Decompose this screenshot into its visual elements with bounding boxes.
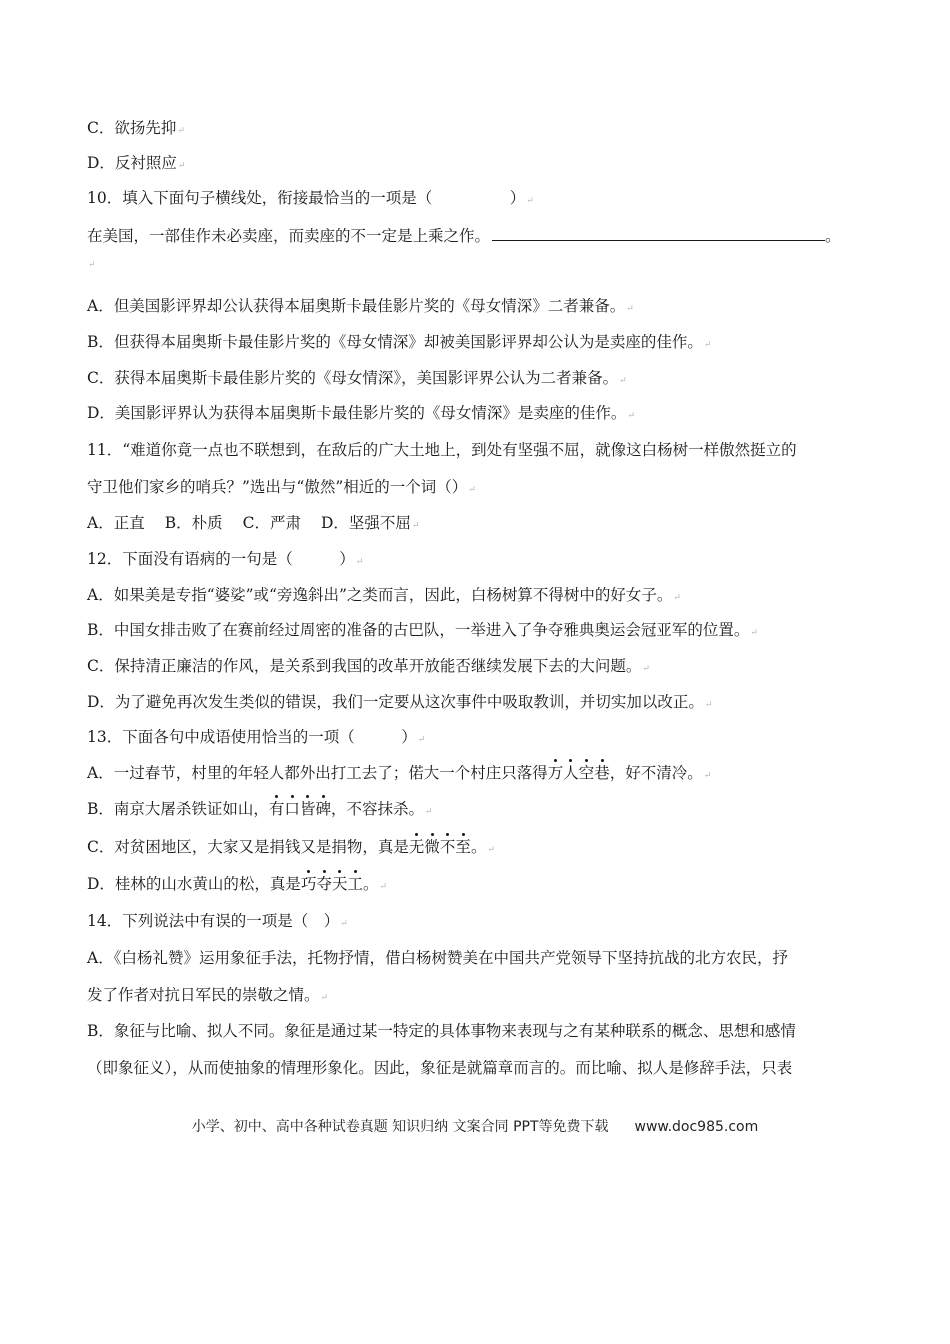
question-14-option-a <box>87 948 788 968</box>
option-c: C．严肃 <box>242 514 301 532</box>
question-text: 12．下面没有语病的一句是（ ） <box>87 550 355 568</box>
page-footer <box>0 1116 950 1136</box>
option-text-tail: 。 <box>470 838 487 856</box>
option-text: D．美国影评界认为获得本届奥斯卡最佳影片奖的《母女情深》是卖座的佳作。 <box>87 404 627 422</box>
option-text-tail: ，不容抹杀。 <box>330 800 424 818</box>
footer-text: 小学、初中、高中各种试卷真题 知识归纳 文案合同 PPT等免费下载 <box>191 1119 609 1135</box>
option-text: D．桂林的山水黄山的松，真是 <box>87 875 301 893</box>
sentence-end: 。 <box>825 227 841 245</box>
question-14-option-b-continued <box>87 1058 792 1078</box>
line-text: D．反衬照应 <box>87 154 177 172</box>
question-14: 14．下列说法中有误的一项是（ ）↵ <box>87 912 348 930</box>
question-12-option-c: C．保持清正廉洁的作风，是关系到我国的改革开放能否继续发展下去的大问题。↵ <box>87 657 650 675</box>
option-text: B．南京大屠杀铁证如山， <box>87 800 269 818</box>
emphasized-char: 皆 <box>299 800 316 818</box>
question-10-option-d: D．美国影评界认为获得本届奥斯卡最佳影片奖的《母女情深》是卖座的佳作。↵ <box>87 404 635 422</box>
emphasized-char: 碑 <box>315 800 331 818</box>
question-10-sentence <box>87 224 841 246</box>
emphasized-char: 至 <box>455 838 471 856</box>
option-b: B．朴质 <box>164 514 223 532</box>
question-13: 13．下面各句中成语使用恰当的一项（ ）↵ <box>87 728 426 746</box>
option-text: A．一过春节，村里的年轻人都外出打工去了；偌大一个村庄只落得 <box>87 764 548 782</box>
option-text: C．保持清正廉洁的作风，是关系到我国的改革开放能否继续发展下去的大问题。 <box>87 657 642 675</box>
emphasized-char: 工 <box>347 875 363 893</box>
emphasized-char: 巷 <box>594 764 610 782</box>
question-10-option-b: B．但获得本届奥斯卡最佳影片奖的《母女情深》却被美国影评界却公认为是卖座的佳作。↵ <box>87 333 712 351</box>
sentence-text: 在美国，一部佳作未必卖座，而卖座的不一定是上乘之作。 <box>87 227 491 245</box>
line-text: C．欲扬先抑 <box>87 119 177 137</box>
option-text: B．中国女排击败了在赛前经过周密的准备的古巴队，一举进入了争夺雅典奥运会冠亚军的位置。 <box>87 621 750 639</box>
question-text: 10．填入下面句子横线处，衔接最恰当的一项是（ ） <box>87 189 526 207</box>
emphasized-char: 万 <box>547 764 564 782</box>
option-text: C．对贫困地区，大家又是捐钱又是捐物，真是 <box>87 838 409 856</box>
question-10: 10．填入下面句子横线处，衔接最恰当的一项是（ ）↵ <box>87 189 534 207</box>
option-text-tail: 。 <box>363 875 379 893</box>
question-14-option-b <box>87 1021 796 1041</box>
emphasized-char: 口 <box>284 800 300 818</box>
option-d-line: D．反衬照应↵ <box>87 154 186 172</box>
option-text: D．为了避免再次发生类似的错误，我们一定要从这次事件中吸取教训，并切实加以改正。 <box>87 693 704 711</box>
question-14-option-a-continued: 发了作者对抗日军民的崇敬之情。↵ <box>87 986 329 1004</box>
emphasized-char: 夺 <box>316 875 332 893</box>
option-text: A．如果美是专指“婆娑”或“旁逸斜出”之类而言，因此，白杨树算不得树中的好女子。 <box>87 586 673 604</box>
option-text: A．但美国影评界却公认获得本届奥斯卡最佳影片奖的《母女情深》二者兼备。 <box>87 297 626 315</box>
question-text: 13．下面各句中成语使用恰当的一项（ ） <box>87 728 417 746</box>
footer-url[interactable]: www.doc985.com <box>634 1119 759 1135</box>
question-10-option-c: C．获得本届奥斯卡最佳影片奖的《母女情深》，美国影评界公认为二者兼备。↵ <box>87 369 627 387</box>
emphasized-char: 有 <box>268 800 285 818</box>
question-13-option-d: D．桂林的山水黄山的松，真是巧夺天工。↵ <box>87 875 388 893</box>
emphasized-char: 天 <box>331 875 348 893</box>
option-text: B．象征与比喻、拟人不同。象征是通过某一特定的具体事物来表现与之有某种联系的概念、思想和感情 <box>87 1022 796 1040</box>
question-text: 11．“难道你竟一点也不联想到，在敌后的广大土地上，到处有坚强不屈，就像这白杨树一样傲然挺立的 <box>87 441 797 459</box>
question-11 <box>87 440 797 460</box>
question-10-option-a: A．但美国影评界却公认获得本届奥斯卡最佳影片奖的《母女情深》二者兼备。↵ <box>87 297 634 315</box>
question-text: 14．下列说法中有误的一项是（ ） <box>87 912 340 930</box>
question-13-option-b: B．南京大屠杀铁证如山，有口皆碑，不容抹杀。↵ <box>87 800 433 818</box>
question-11-options: A．正直 B．朴质 C．严肃 D．坚强不屈↵ <box>87 514 420 532</box>
question-12-option-a: A．如果美是专指“婆娑”或“旁逸斜出”之类而言，因此，白杨树算不得树中的好女子。↵ <box>87 586 681 604</box>
paragraph-mark-line: ↵ <box>88 260 96 270</box>
emphasized-char: 空 <box>578 764 595 782</box>
question-13-option-a: A．一过春节，村里的年轻人都外出打工去了；偌大一个村庄只落得万人空巷，好不清冷。↵ <box>87 764 712 782</box>
emphasized-char: 微 <box>424 838 440 856</box>
question-12-option-d: D．为了避免再次发生类似的错误，我们一定要从这次事件中吸取教训，并切实加以改正。↵ <box>87 693 713 711</box>
option-text-tail: ，好不清冷。 <box>609 764 703 782</box>
option-text: 发了作者对抗日军民的崇敬之情。 <box>87 986 320 1004</box>
option-c-line: C．欲扬先抑↵ <box>87 119 185 137</box>
question-text: 守卫他们家乡的哨兵？”选出与“傲然”相近的一个词（） <box>87 478 468 496</box>
option-text: B．但获得本届奥斯卡最佳影片奖的《母女情深》却被美国影评界却公认为是卖座的佳作。 <box>87 333 703 351</box>
option-d: D．坚强不屈 <box>320 514 411 532</box>
fill-in-blank <box>492 224 825 241</box>
emphasized-char: 巧 <box>300 875 317 893</box>
emphasized-char: 不 <box>439 838 456 856</box>
option-text: C．获得本届奥斯卡最佳影片奖的《母女情深》，美国影评界公认为二者兼备。 <box>87 369 619 387</box>
question-12-option-b: B．中国女排击败了在赛前经过周密的准备的古巴队，一举进入了争夺雅典奥运会冠亚军的位置。↵ <box>87 621 758 639</box>
option-text: （即象征义），从而使抽象的情理形象化。因此，象征是就篇章而言的。而比喻、拟人是修辞手法，只表 <box>87 1059 793 1077</box>
question-12: 12．下面没有语病的一句是（ ）↵ <box>87 550 364 568</box>
emphasized-char: 无 <box>408 838 425 856</box>
question-11-continued: 守卫他们家乡的哨兵？”选出与“傲然”相近的一个词（）↵ <box>87 478 476 496</box>
emphasized-char: 人 <box>563 764 579 782</box>
option-text: A．《白杨礼赞》运用象征手法，托物抒情，借白杨树赞美在中国共产党领导下坚持抗战的北方农民，抒 <box>87 949 788 967</box>
option-a: A．正直 <box>87 514 145 532</box>
question-13-option-c: C．对贫困地区，大家又是捐钱又是捐物，真是无微不至。↵ <box>87 838 495 856</box>
